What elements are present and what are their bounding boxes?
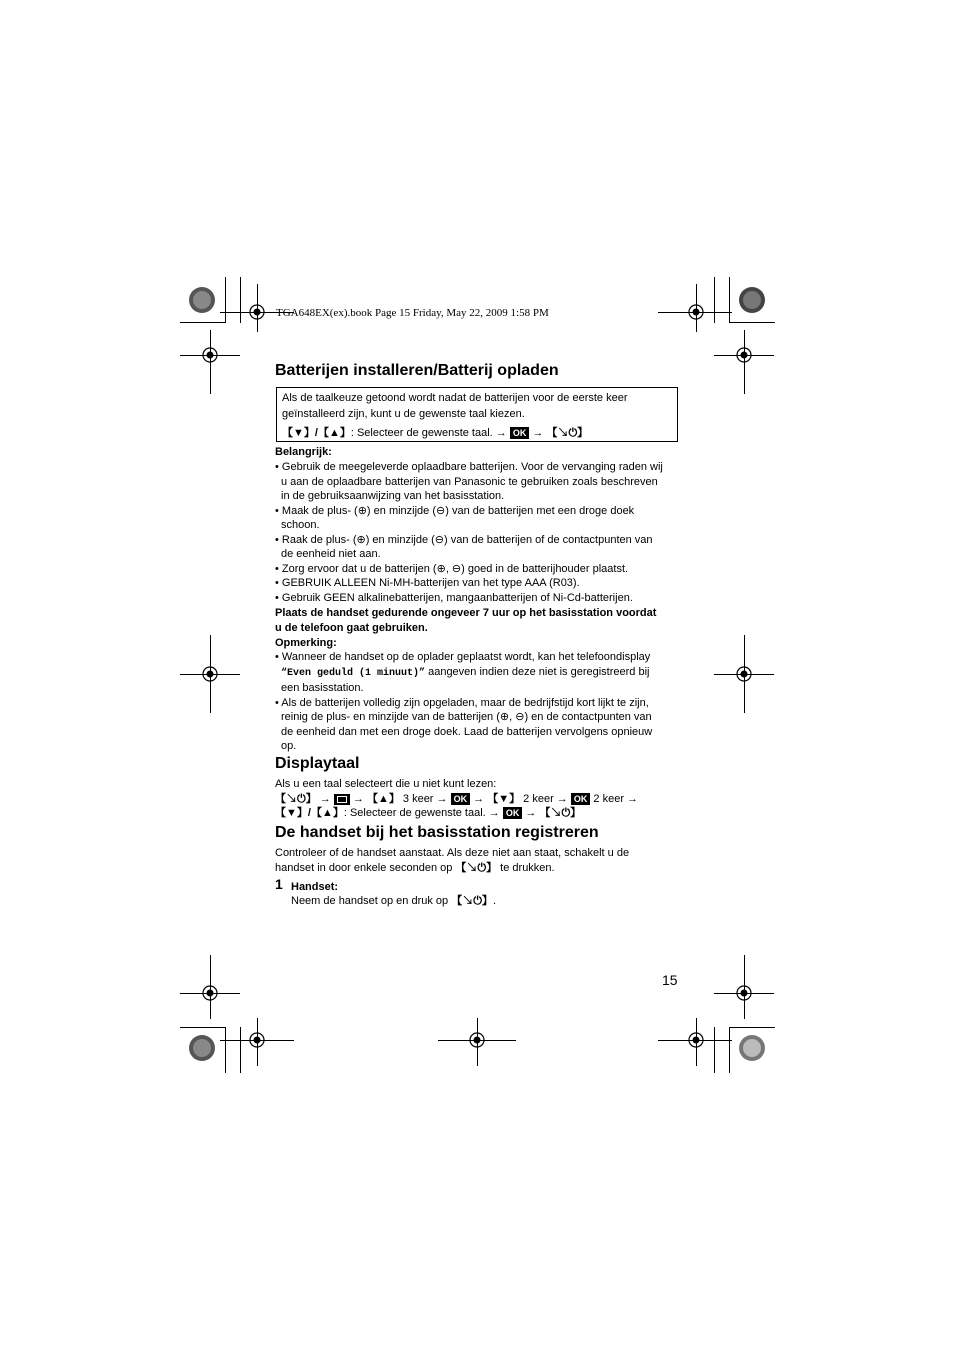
down-key-icon: 【▼】 (487, 793, 521, 805)
section-title-display-language: Displaytaal (275, 755, 360, 772)
step-label: Handset: (291, 881, 339, 893)
remark-label: Opmerking: (275, 637, 337, 649)
arrow-right-icon: → (319, 793, 331, 805)
list-item: • Raak de plus- (⊕) en minzijde (⊖) van de batterijen of de contactpunten van de eenheid niet aan. (275, 533, 653, 560)
ok-key-icon: OK (571, 793, 591, 805)
menu-key-icon (334, 794, 350, 805)
language-info-box (276, 387, 678, 442)
page-number: 15 (662, 972, 678, 988)
important-label: Belangrijk: (275, 446, 332, 458)
box-line-2: geïnstalleerd zijn, kunt u de gewenste taal kiezen. (282, 408, 525, 420)
file-header: TGA648EX(ex).book Page 15 Friday, May 22, 2009 1:58 PM (276, 307, 549, 319)
list-item: • Maak de plus- (⊕) en minzijde (⊖) van de batterijen met een droge doek schoon. (275, 504, 635, 531)
section-title-batteries: Batterijen installeren/Batterij opladen (275, 362, 559, 379)
arrow-right-icon: → (532, 427, 544, 439)
list-item: • Gebruik de meegeleverde oplaadbare batterijen. Voor de vervanging raden wij u aan de oplaadbare batterijen van Panasonic te gebruiken zoals beschreven in de gebruiksaanwijzing van het basisstation. (275, 461, 663, 502)
display-message: “Even geduld (1 minuut)” (281, 667, 426, 679)
section-title-register: De handset bij het basisstation registreren (275, 824, 599, 841)
arrow-right-icon: → (525, 807, 537, 819)
arrow-right-icon: → (556, 793, 568, 805)
list-item: • Wanneer de handset op de oplader geplaatst wordt, kan het telefoondisplay “Even geduld (1 minuut)” aangeven indien deze niet is geregistreerd bij een basisstation. (275, 651, 651, 694)
arrow-keys-icon: 【▼】/【▲】 (282, 427, 351, 439)
step-number: 1 (275, 876, 283, 892)
ok-key-icon: OK (451, 793, 471, 805)
important-list (275, 460, 663, 605)
key-sequence-line-2: 【▼】/【▲】: Selecteer de gewenste taal. → OK → 【↘⏻】 (275, 807, 582, 819)
remark-list (275, 650, 652, 754)
arrow-right-icon: → (436, 793, 448, 805)
power-key-icon: 【↘⏻】 (451, 895, 493, 907)
step-text: Neem de handset op en druk op 【↘⏻】. (291, 895, 496, 907)
charging-note: Plaats de handset gedurende ongeveer 7 uur op het basisstation voordat u de telefoon gaat gebruiken. (275, 607, 657, 634)
up-key-icon: 【▲】 (366, 793, 400, 805)
list-item: • Zorg ervoor dat u de batterijen (⊕, ⊖) goed in de batterijhouder plaatst. (275, 562, 629, 575)
ok-key-icon: OK (503, 807, 523, 819)
arrow-right-icon: → (473, 793, 485, 805)
box-line-1: Als de taalkeuze getoond wordt nadat de batterijen voor de eerste keer (282, 392, 628, 404)
register-intro: Controleer of de handset aanstaat. Als deze niet aan staat, schakelt u de handset in door enkele seconden op 【↘⏻】 te drukken. (275, 847, 630, 874)
key-sequence-line-1: 【↘⏻】 → → 【▲】 3 keer → OK → 【▼】 2 keer → OK 2 keer → (275, 793, 639, 805)
ok-key-icon: OK (510, 427, 530, 439)
list-item: • Gebruik GEEN alkalinebatterijen, mangaanbatterijen of Ni-Cd-batterijen. (275, 591, 633, 604)
power-key-icon: 【↘⏻】 (275, 793, 317, 805)
display-language-intro: Als u een taal selecteert die u niet kunt lezen: (275, 778, 497, 790)
arrow-right-icon: → (495, 427, 507, 439)
arrow-keys-icon: 【▼】/【▲】 (275, 807, 344, 819)
box-line-3: 【▼】/【▲】: Selecteer de gewenste taal. → OK → 【↘⏻】 (282, 427, 589, 439)
arrow-right-icon: → (352, 793, 364, 805)
arrow-right-icon: → (627, 793, 639, 805)
list-item: • GEBRUIK ALLEEN Ni-MH-batterijen van het type AAA (R03). (275, 577, 580, 589)
power-key-icon: 【↘⏻】 (546, 427, 589, 439)
power-key-icon: 【↘⏻】 (539, 807, 582, 819)
arrow-right-icon: → (488, 807, 500, 819)
power-key-icon: 【↘⏻】 (455, 861, 498, 874)
list-item: • Als de batterijen volledig zijn opgeladen, maar de bedrijfstijd kort lijkt te zijn, reinig de plus- en minzijde van de batterijen (⊕, ⊖) en de contactpunten van de eenheid dan met een droge doek. Laad de batterijen vervolgens opnieuw op. (275, 696, 653, 752)
